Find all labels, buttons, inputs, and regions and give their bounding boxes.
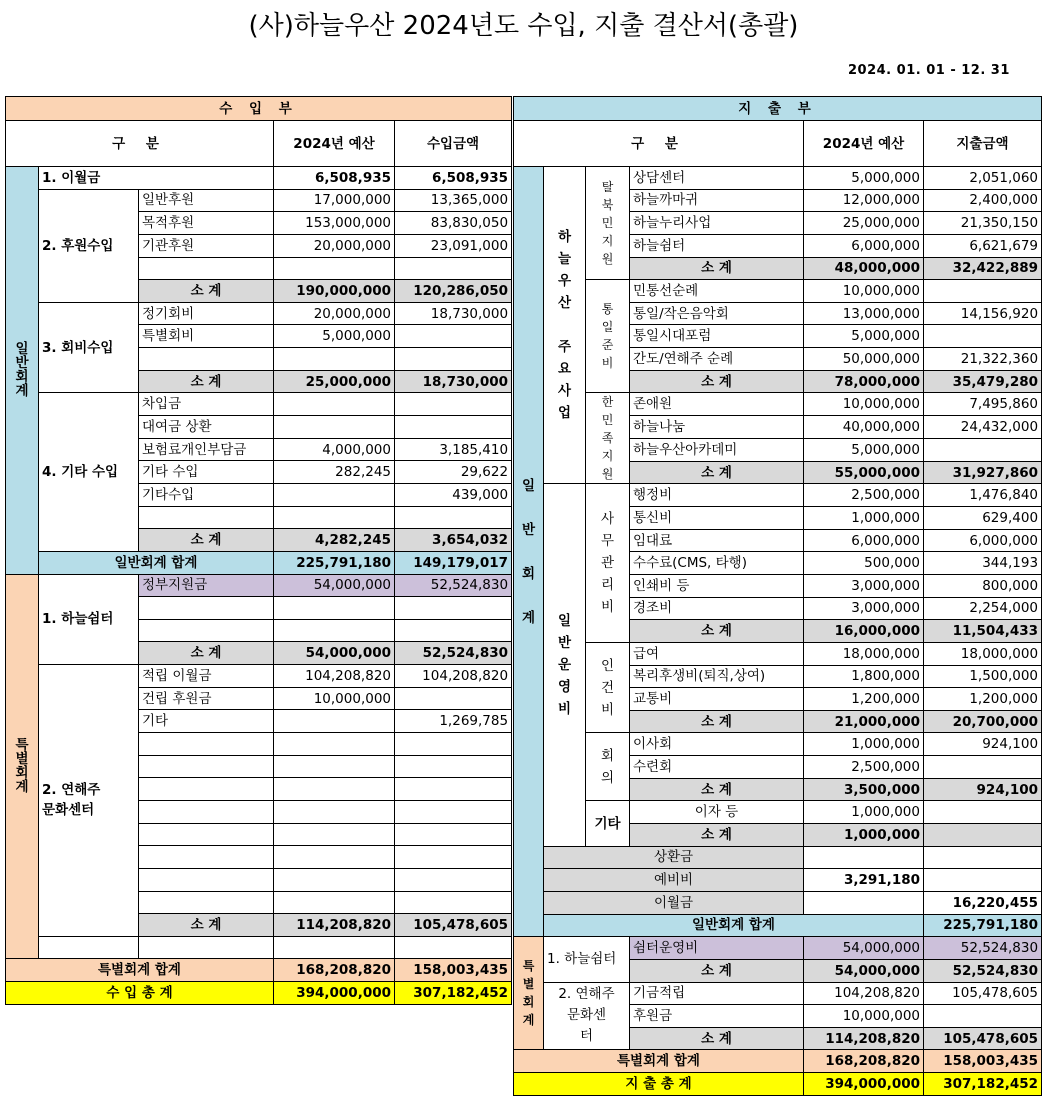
income-row-empty [139, 733, 274, 756]
income-row-amount: 83,830,050 [395, 212, 512, 235]
income-special-total-amount: 158,003,435 [395, 959, 512, 982]
expense-operations-label: 일 반 운 영 비 [544, 484, 586, 846]
income-row-empty [139, 891, 274, 914]
income-donation-label: 2. 후원수입 [39, 189, 139, 302]
expense-row-name: 임대료 [630, 529, 804, 552]
income-row-budget: 54,000,000 [274, 574, 395, 597]
income-row-empty [395, 733, 512, 756]
expense-row-name: 복리후생비(퇴직,상여) [630, 665, 804, 688]
expense-row-name: 간도/연해주 순례 [630, 348, 804, 371]
income-row-empty [139, 823, 274, 846]
expense-subtotal-label: 소 계 [630, 370, 804, 393]
income-row-amount: 3,185,410 [395, 438, 512, 461]
income-row-name: 적립 이월금 [139, 665, 274, 688]
expense-special-account-label: 특 별 회 계 [514, 937, 544, 1050]
expense-row-amount: 2,254,000 [924, 597, 1042, 620]
income-row-empty [395, 846, 512, 869]
expense-row-budget: 104,208,820 [804, 982, 924, 1005]
income-row-budget: 4,000,000 [274, 438, 395, 461]
income-row-empty [274, 348, 395, 371]
income-row-budget [274, 710, 395, 733]
expense-etc-label: 기타 [586, 801, 630, 846]
income-carryover-label: 1. 이월금 [39, 167, 274, 190]
income-special-total-label: 특별회계 합계 [6, 959, 274, 982]
income-row-amount [395, 687, 512, 710]
income-culture-label: 2. 연해주 문화센터 [39, 665, 139, 937]
expense-subtotal-label: 소 계 [630, 959, 804, 982]
expense-repayment-label: 상환금 [544, 846, 804, 869]
income-subtotal-budget: 54,000,000 [274, 642, 395, 665]
income-row-empty [139, 348, 274, 371]
income-row-amount: 52,524,830 [395, 574, 512, 597]
expense-subtotal-label: 소 계 [630, 620, 804, 643]
income-row-name: 기타 수입 [139, 461, 274, 484]
expense-row-name: 하늘나눔 [630, 416, 804, 439]
expense-culture-label: 2. 연해주 문화센 터 [544, 982, 630, 1050]
income-row-name: 기타수입 [139, 483, 274, 506]
income-row-empty [139, 755, 274, 778]
income-row-amount: 29,622 [395, 461, 512, 484]
expense-row-name: 경조비 [630, 597, 804, 620]
expense-row-name: 하늘우산아카데미 [630, 438, 804, 461]
income-subtotal-budget: 25,000,000 [274, 370, 395, 393]
income-table [5, 96, 512, 1005]
expense-row-amount: 2,400,000 [924, 189, 1042, 212]
expense-row-name: 인쇄비 등 [630, 574, 804, 597]
income-row-name: 목적후원 [139, 212, 274, 235]
income-subtotal-budget: 4,282,245 [274, 529, 395, 552]
income-row-empty [274, 619, 395, 642]
income-blank-block [274, 936, 395, 959]
expense-row-budget: 6,000,000 [804, 529, 924, 552]
income-membership-label: 3. 회비수입 [39, 302, 139, 393]
expense-office-label: 사 무 관 리 비 [586, 484, 630, 642]
expense-meeting-label: 회 의 [586, 733, 630, 801]
expense-carryover-amount: 16,220,455 [924, 891, 1042, 914]
expense-row-budget: 1,800,000 [804, 665, 924, 688]
expense-row-budget: 2,500,000 [804, 484, 924, 507]
income-grand-total-amount: 307,182,452 [395, 982, 512, 1005]
expense-row-name: 행정비 [630, 484, 804, 507]
income-budget-header: 2024년 예산 [274, 121, 395, 167]
expense-row-amount [924, 438, 1042, 461]
expense-row-budget: 18,000,000 [804, 642, 924, 665]
expense-row-amount [924, 280, 1042, 303]
expense-shelter-label: 1. 하늘쉼터 [544, 937, 630, 982]
expense-row-budget: 1,000,000 [804, 733, 924, 756]
expense-row-budget: 12,000,000 [804, 189, 924, 212]
income-row-empty [395, 800, 512, 823]
expense-row-budget: 10,000,000 [804, 393, 924, 416]
expense-row-name: 후원금 [630, 1005, 804, 1028]
expense-row-budget: 6,000,000 [804, 234, 924, 257]
income-row-empty [395, 868, 512, 891]
expense-subtotal-amount: 35,479,280 [924, 370, 1042, 393]
expense-subtotal-amount: 924,100 [924, 778, 1042, 801]
income-subtotal-label: 소 계 [139, 280, 274, 303]
income-special-total-budget: 168,208,820 [274, 959, 395, 982]
income-general-total-label: 일반회계 합계 [39, 551, 274, 574]
income-row-empty [139, 846, 274, 869]
expense-subtotal-budget: 3,500,000 [804, 778, 924, 801]
expense-subtotal-budget: 78,000,000 [804, 370, 924, 393]
expense-subtotal-budget: 114,208,820 [804, 1027, 924, 1050]
income-subtotal-budget: 114,208,820 [274, 914, 395, 937]
expense-row-name: 하늘까마귀 [630, 189, 804, 212]
income-row-amount: 23,091,000 [395, 234, 512, 257]
expense-subtotal-budget: 48,000,000 [804, 257, 924, 280]
expense-subtotal-amount: 32,422,889 [924, 257, 1042, 280]
income-row-name: 정기회비 [139, 302, 274, 325]
expense-row-amount: 924,100 [924, 733, 1042, 756]
income-general-account-label: 일 반 회 계 [6, 167, 39, 575]
expense-row-name: 민통선순례 [630, 280, 804, 303]
expense-major-projects-label: 하 늘 우 산 주 요 사 업 [544, 167, 586, 484]
expense-row-amount: 18,000,000 [924, 642, 1042, 665]
expense-row-name: 기금적립 [630, 982, 804, 1005]
expense-row-budget: 10,000,000 [804, 1005, 924, 1028]
expense-reserve-budget: 3,291,180 [804, 869, 924, 892]
expense-row-budget: 2,500,000 [804, 756, 924, 779]
expense-general-total-budget: 225,791,180 [924, 914, 1042, 937]
income-row-empty [274, 823, 395, 846]
fiscal-period: 2024. 01. 01 - 12. 31 [848, 63, 1010, 78]
expense-row-amount: 629,400 [924, 507, 1042, 530]
income-grand-total-budget: 394,000,000 [274, 982, 395, 1005]
expense-row-name: 급여 [630, 642, 804, 665]
income-row-budget: 153,000,000 [274, 212, 395, 235]
income-subtotal-label: 소 계 [139, 642, 274, 665]
expense-subtotal-label: 소 계 [630, 824, 804, 847]
expense-row-amount: 1,500,000 [924, 665, 1042, 688]
income-row-empty [395, 891, 512, 914]
income-row-amount: 18,730,000 [395, 302, 512, 325]
expense-row-amount: 1,200,000 [924, 688, 1042, 711]
expense-row-budget: 40,000,000 [804, 416, 924, 439]
income-row-amount: 104,208,820 [395, 665, 512, 688]
expense-row-amount: 6,621,679 [924, 234, 1042, 257]
expense-subtotal-budget: 55,000,000 [804, 461, 924, 484]
expense-table [513, 96, 1042, 1096]
income-row-empty [395, 778, 512, 801]
expense-defector-label: 탈 북 민 지 원 [586, 167, 630, 280]
expense-special-total-budget: 168,208,820 [804, 1050, 924, 1073]
expense-row-budget: 1,200,000 [804, 688, 924, 711]
income-row-empty [274, 506, 395, 529]
income-row-budget: 104,208,820 [274, 665, 395, 688]
expense-row-budget: 5,000,000 [804, 438, 924, 461]
expense-row-amount [924, 325, 1042, 348]
expense-row-amount: 24,432,000 [924, 416, 1042, 439]
expense-row-budget: 25,000,000 [804, 212, 924, 235]
income-row-budget [274, 483, 395, 506]
income-category-header: 구 분 [6, 121, 274, 167]
expense-row-name: 이사회 [630, 733, 804, 756]
expense-general-total-label: 일반회계 합계 [544, 914, 924, 937]
income-subtotal-label: 소 계 [139, 914, 274, 937]
expense-row-budget: 500,000 [804, 552, 924, 575]
expense-row-amount [924, 756, 1042, 779]
income-row-empty [274, 778, 395, 801]
income-subtotal-label: 소 계 [139, 370, 274, 393]
expense-subtotal-label: 소 계 [630, 710, 804, 733]
income-subtotal-amount: 3,654,032 [395, 529, 512, 552]
expense-row-name: 수수료(CMS, 타행) [630, 552, 804, 575]
income-subtotal-budget: 190,000,000 [274, 280, 395, 303]
income-row-empty [395, 597, 512, 620]
expense-subtotal-label: 소 계 [630, 461, 804, 484]
income-row-empty [274, 800, 395, 823]
expense-grand-total-budget: 394,000,000 [804, 1073, 924, 1096]
income-row-empty [274, 257, 395, 280]
income-row-name: 일반후원 [139, 189, 274, 212]
expense-reserve-amount [924, 869, 1042, 892]
income-row-empty [395, 755, 512, 778]
expense-subtotal-amount: 31,927,860 [924, 461, 1042, 484]
expense-subtotal-label: 소 계 [630, 1027, 804, 1050]
expense-row-amount: 52,524,830 [924, 937, 1042, 960]
expense-amount-header: 지출금액 [924, 121, 1042, 167]
expense-subtotal-amount [924, 824, 1042, 847]
expense-row-budget: 3,000,000 [804, 597, 924, 620]
expense-subtotal-budget: 21,000,000 [804, 710, 924, 733]
expense-subtotal-amount: 20,700,000 [924, 710, 1042, 733]
expense-row-budget: 5,000,000 [804, 325, 924, 348]
expense-general-account-label: 일 반 회 계 [514, 167, 544, 937]
expense-row-name: 교통비 [630, 688, 804, 711]
expense-row-amount: 21,322,360 [924, 348, 1042, 371]
income-row-budget [274, 416, 395, 439]
expense-row-budget: 54,000,000 [804, 937, 924, 960]
expense-row-budget: 13,000,000 [804, 302, 924, 325]
income-row-empty [274, 733, 395, 756]
income-row-name: 차입금 [139, 393, 274, 416]
expense-special-total-amount: 158,003,435 [924, 1050, 1042, 1073]
expense-row-amount: 6,000,000 [924, 529, 1042, 552]
expense-row-budget: 3,000,000 [804, 574, 924, 597]
income-shelter-label: 1. 하늘쉼터 [39, 574, 139, 665]
income-row-empty [139, 778, 274, 801]
income-row-budget: 282,245 [274, 461, 395, 484]
income-row-amount [395, 416, 512, 439]
expense-repayment-amount [924, 846, 1042, 869]
expense-subtotal-label: 소 계 [630, 257, 804, 280]
income-row-budget: 20,000,000 [274, 234, 395, 257]
expense-subtotal-label: 소 계 [630, 778, 804, 801]
income-row-budget: 5,000,000 [274, 325, 395, 348]
expense-carryover-budget [804, 891, 924, 914]
income-row-empty [274, 868, 395, 891]
expense-reserve-label: 예비비 [544, 869, 804, 892]
income-amount-header: 수입금액 [395, 121, 512, 167]
income-row-amount: 439,000 [395, 483, 512, 506]
income-row-amount: 13,365,000 [395, 189, 512, 212]
income-row-name: 특별회비 [139, 325, 274, 348]
expense-subtotal-amount: 52,524,830 [924, 959, 1042, 982]
income-subtotal-amount: 52,524,830 [395, 642, 512, 665]
income-grand-total-label: 수 입 총 계 [6, 982, 274, 1005]
income-row-empty [139, 257, 274, 280]
income-subtotal-amount: 18,730,000 [395, 370, 512, 393]
income-row-empty [139, 868, 274, 891]
expense-grand-total-amount: 307,182,452 [924, 1073, 1042, 1096]
expense-subtotal-budget: 1,000,000 [804, 824, 924, 847]
expense-category-header: 구 분 [514, 121, 804, 167]
income-row-name: 정부지원금 [139, 574, 274, 597]
income-other-label: 4. 기타 수입 [39, 393, 139, 551]
expense-row-name: 존애원 [630, 393, 804, 416]
income-row-empty [139, 597, 274, 620]
expense-row-budget: 1,000,000 [804, 801, 924, 824]
income-blank-block [395, 936, 512, 959]
income-blank-block [139, 936, 274, 959]
expense-row-name: 통일/작은음악회 [630, 302, 804, 325]
income-general-total-budget: 225,791,180 [274, 551, 395, 574]
expense-row-amount: 21,350,150 [924, 212, 1042, 235]
income-row-amount: 1,269,785 [395, 710, 512, 733]
income-row-name: 건립 후원금 [139, 687, 274, 710]
expense-row-amount: 800,000 [924, 574, 1042, 597]
expense-row-name: 하늘누리사업 [630, 212, 804, 235]
expense-row-budget: 5,000,000 [804, 167, 924, 190]
expense-special-total-label: 특별회계 합계 [514, 1050, 804, 1073]
income-row-empty [274, 891, 395, 914]
income-row-empty [139, 800, 274, 823]
income-row-empty [274, 846, 395, 869]
income-row-budget: 10,000,000 [274, 687, 395, 710]
expense-subtotal-budget: 54,000,000 [804, 959, 924, 982]
expense-carryover-label: 이월금 [544, 891, 804, 914]
income-row-empty [395, 619, 512, 642]
expense-row-amount: 2,051,060 [924, 167, 1042, 190]
income-section-header: 수 입 부 [6, 97, 512, 121]
income-subtotal-amount: 120,286,050 [395, 280, 512, 303]
income-row-name: 기관후원 [139, 234, 274, 257]
expense-row-name: 통일시대포럼 [630, 325, 804, 348]
expense-row-amount: 105,478,605 [924, 982, 1042, 1005]
income-carryover-amount: 6,508,935 [395, 167, 512, 190]
income-row-empty [395, 506, 512, 529]
page-title: (사)하늘우산 2024년도 수입, 지출 결산서(총괄) [248, 11, 799, 41]
expense-row-amount: 14,156,920 [924, 302, 1042, 325]
income-row-empty [274, 755, 395, 778]
income-subtotal-label: 소 계 [139, 529, 274, 552]
expense-subtotal-amount: 105,478,605 [924, 1027, 1042, 1050]
income-row-name: 대여금 상환 [139, 416, 274, 439]
expense-row-amount: 1,476,840 [924, 484, 1042, 507]
expense-unification-label: 통 일 준 비 [586, 280, 630, 393]
expense-korean-support-label: 한 민 족 지 원 [586, 393, 630, 484]
income-row-name: 보험료개인부담금 [139, 438, 274, 461]
expense-row-amount: 344,193 [924, 552, 1042, 575]
income-subtotal-amount: 105,478,605 [395, 914, 512, 937]
expense-row-name: 하늘쉼터 [630, 234, 804, 257]
expense-section-header: 지 출 부 [514, 97, 1042, 121]
income-row-name: 기타 [139, 710, 274, 733]
income-row-empty [395, 823, 512, 846]
income-row-amount [395, 393, 512, 416]
expense-row-budget: 1,000,000 [804, 507, 924, 530]
income-row-amount [395, 325, 512, 348]
income-row-empty [395, 257, 512, 280]
expense-row-name: 이자 등 [630, 801, 804, 824]
income-row-budget [274, 393, 395, 416]
income-row-budget: 17,000,000 [274, 189, 395, 212]
expense-row-budget: 10,000,000 [804, 280, 924, 303]
expense-repayment-budget [804, 846, 924, 869]
income-row-empty [139, 619, 274, 642]
expense-subtotal-budget: 16,000,000 [804, 620, 924, 643]
expense-grand-total-label: 지 출 총 계 [514, 1073, 804, 1096]
expense-personnel-label: 인 건 비 [586, 642, 630, 733]
income-special-account-label: 특 별 회 계 [6, 574, 39, 959]
expense-subtotal-amount: 11,504,433 [924, 620, 1042, 643]
expense-row-name: 통신비 [630, 507, 804, 530]
income-carryover-budget: 6,508,935 [274, 167, 395, 190]
expense-row-name: 상담센터 [630, 167, 804, 190]
expense-budget-header: 2024년 예산 [804, 121, 924, 167]
income-row-empty [395, 348, 512, 371]
expense-row-budget: 50,000,000 [804, 348, 924, 371]
expense-row-amount [924, 1005, 1042, 1028]
expense-row-amount [924, 801, 1042, 824]
income-blank-block [39, 936, 139, 959]
expense-row-name: 쉼터운영비 [630, 937, 804, 960]
income-general-total-amount: 149,179,017 [395, 551, 512, 574]
income-row-empty [274, 597, 395, 620]
income-row-budget: 20,000,000 [274, 302, 395, 325]
income-row-empty [139, 506, 274, 529]
expense-row-name: 수련회 [630, 756, 804, 779]
expense-row-amount: 7,495,860 [924, 393, 1042, 416]
